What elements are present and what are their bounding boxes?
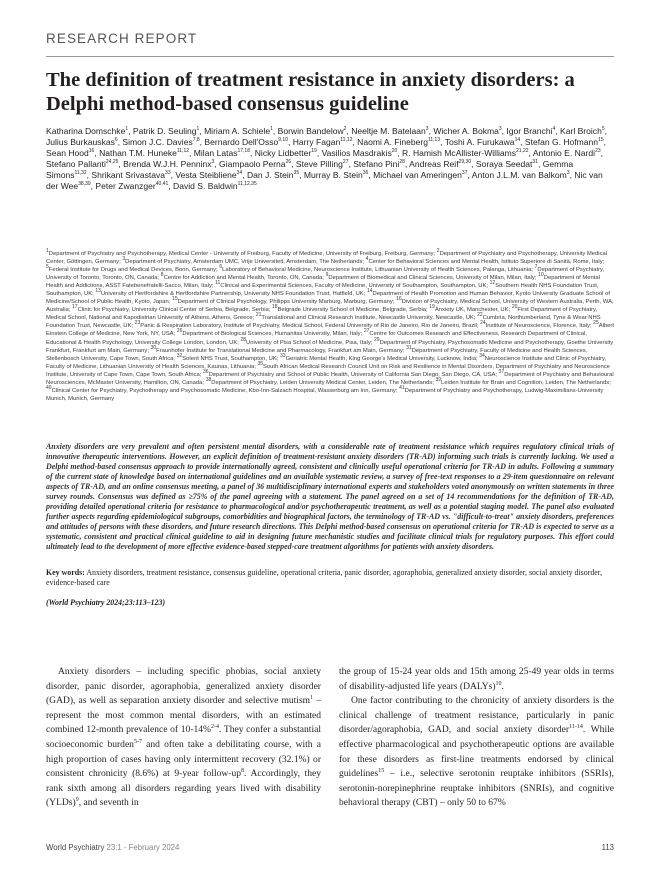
affiliation-number: 17 [72,304,78,311]
affiliation-text: Department of Biomedical and Clinical Sciences, University of Milan, Milan, Italy; [328,275,537,282]
affiliation-text: Clinical Center for Psychiatry, Psychotherapy and Psychosomatic Medicine, Kbo-Inn-Salzach Hospital, Wasserburg am Inn, Germany; [51,387,398,394]
author-name: R. Hamish McAllister-Williams [402,148,517,159]
author-affiliation-ref: 14 [514,137,521,144]
author [409,159,471,169]
affiliation-text: First Department of Psychiatry, Medical School, National and Kapodistrian University of Athens, Athens, Greece; [46,307,598,322]
affiliation [172,296,395,306]
page-number: 113 [601,843,614,852]
affiliation-text: Department of Psychiatry, Amsterdam UMC, Vrije Universiteit, Amsterdam, The Netherlands; [125,259,365,266]
affiliation-number: 11 [215,280,221,287]
affiliation-text: Department of Psychiatry and Behavioural Neurosciences, McMaster University, Hamilton, ON, Canada; [46,371,614,386]
affiliation-number: 36 [203,368,209,375]
affiliation-number: 27 [363,328,370,335]
citation-ref: 1 [310,695,314,702]
author [219,159,291,169]
author-affiliation-ref: 23 [595,148,601,155]
author-name: Sean Hood [46,148,89,159]
affiliation-text: Translational and Clinical Research Institute, Newcastle University, Newcastle, UK; [261,315,476,322]
author-name: Nathan T.M. Huneke [99,148,177,159]
author-affiliation-ref: 7,8 [192,137,200,144]
author-affiliation-ref: 3 [566,170,570,177]
abstract: Anxiety disorders are very prevalent and often persistent mental disorders, with a considerable rate of treatment resistance which requires regulatory clinical trials of innovative therapeutic interventions. However, an explicit definition of treatment-resistant anxiety disorders (TR-AD) informing such trials is currently lacking. We used a Delphi method-based consensus approach to provide internationally agreed, consistent and clinically useful operational criteria for TR-AD in adults. Following a summary of the current state of knowledge based on international guidelines and an available systematic review, a survey of free-text responses to a 29-item questionnaire on relevant aspects of TR-AD, and an online consensus meeting, a panel of 36 multidisciplinary international experts and stakeholders voted anonymously on written statements in three survey rounds. Consensus was defined as ≥75% of the panel agreeing with a statement. The panel agreed on a set of 14 recommendations for the definition of TR-AD, providing detailed operational criteria for resistance to pharmacological and/or psychotherapeutic treatment, as well as a potential staging model. The panel also evaluated further aspects regarding epidemiological subgroups, comorbidities and biographical factors, the terminology of TR-AD vs. "difficult-to-treat" anxiety disorders, preferences and attitudes of persons with these disorders, and future research directions. This Delphi method-based consensus on operational criteria for TR-AD is expected to serve as a systematic, consistent and practical clinical guideline to aid in designing future mechanistic studies and facilitate clinical trials for regulatory purposes. This effort could ultimately lead to the development of more effective evidence-based stepped-care treatment algorithms for patients with anxiety disorders. [46,442,614,552]
affiliation-text: South African Medical Research Council Unit on Risk and Resilience in Mental Disorders, Department of Psychiatry and Neuroscience Institute, University of Cape Town, Cape Town, South Africa; [46,363,610,378]
author-name: Naomi A. Fineberg [357,137,428,148]
author-affiliation-ref: 3 [211,159,215,166]
affiliation-number: 5 [46,264,49,271]
author-affiliation-ref: 36 [362,170,369,177]
affiliation-text: Clinical and Experimental Sciences, Faculty of Medicine, University of Southampton, Southampton, UK; [220,283,488,290]
author-name: Gemma Simons [46,159,574,181]
author-affiliation-ref: 4 [552,126,556,133]
author-affiliation-ref: 19 [311,148,317,155]
author-name: Brenda W.J.H. Penninx [123,159,212,170]
affiliation-text: Geriatric Mental Health, King George's Medical University, Lucknow, India; [285,355,478,362]
citation-ref: 2-4 [211,724,219,731]
affiliation-number: 7 [534,264,538,271]
affiliation-number: 4 [365,256,369,263]
affiliation-number: 31 [406,344,412,351]
affiliation-number: 21 [255,312,262,319]
author [46,159,118,169]
author-affiliation-ref: 21,22 [516,148,529,155]
affiliation [95,288,366,298]
body-column-left [46,665,321,811]
author-affiliation-ref: 40,41 [155,181,169,188]
affiliation [215,280,488,290]
author [46,126,128,136]
affiliation-text: Federal Institute for Drugs and Medical Devices, Bonn, Germany; [48,267,218,274]
affiliation-number: 30 [150,344,157,351]
author [322,148,398,158]
author-name: Murray B. Stein [303,170,363,181]
author [46,148,94,158]
author-name: Bernardo Dell'Osso [204,137,279,148]
affiliation [46,248,436,257]
author-name: Peter Zwanzger [95,181,156,192]
author-name: Katharina Domschke [46,126,126,136]
affiliation-text: Laboratory of Behavioral Medicine, Neuroscience Institute, Lithuanian University of Health Sciences, Palanga, Lithuania; [222,267,533,274]
affiliation [325,272,537,282]
affiliation-number: 13 [95,288,101,295]
author [433,126,501,136]
affiliation-text: Solent NHS Trust, Southampton, UK; [182,355,279,362]
author [476,159,538,169]
affiliation-text: Department of Psychiatry, Leiden University Medical Center, Leiden, The Netherlands; [211,379,434,386]
author-name: Shrikant Srivastava [91,170,166,181]
affiliation [160,272,324,282]
author-affiliation-ref: 37 [461,170,468,177]
author-affiliation-ref: 3 [425,126,429,133]
author-affiliation-ref: 34 [236,170,243,177]
author-affiliation-ref: 1 [270,126,273,133]
author-name: Harry Fagan [292,137,341,148]
affiliation [480,320,592,330]
body-paragraph: Anxiety disorders – including specific phobias, social anxiety disorder, panic disorder, agoraphobia, generalized anxiety disorder (GAD), as well as separation anxiety disorder and selective mutism$^1$ – represent the most common mental disorders, with an estimated combined 12-month prevalence of 10-14%$^{2-4}$. They confer a substantial socioeconomic burden$^{5-7}$ and often take a debilitating course, with a high proportion of cases having only intermittent recovery (32.1%) or consistent chronicity (8.6%) at 9-year follow-$up^8$. Accordingly, they rank sixth among all disorders regarding years lived with disability (YLDs)$^9$, and seventh in [46,666,321,809]
author-affiliation-ref: 16 [88,148,95,155]
author-name: David S. Baldwin [173,181,238,192]
author-name: Andreas Reif [409,159,459,170]
affiliation [46,264,218,274]
author [445,137,520,147]
author-name: Michael van Ameringen [373,170,462,181]
author [560,126,605,136]
citation-ref: 5-7 [133,738,142,745]
affiliation-number: 35 [257,360,264,367]
author-affiliation-ref: 5 [601,126,605,133]
author-name: Soraya Seedat [475,159,533,170]
author [351,126,428,136]
author [133,126,199,136]
affiliation-number: 38 [205,376,212,383]
author [373,170,467,180]
author-affiliation-ref: 6 [114,137,118,144]
author [194,148,250,158]
affiliation-text: Department of Clinical Psychology, Philipps University Marburg, Marburg, Germany; [177,299,395,306]
author-affiliation-ref: 20 [391,148,398,155]
affiliations [46,250,614,403]
author [353,159,405,169]
author-affiliation-ref: 35 [293,170,300,177]
keywords-text: Anxiety disorders, treatment resistance, consensus guideline, operational criteria, panic disorder, agoraphobia, generalized anxiety disorder, social anxiety disorder, evidence-based care [46,568,603,587]
affiliation-number: 28 [240,336,247,343]
affiliation-number: 22 [477,312,483,319]
author-affiliation-ref: 38,39 [78,181,91,188]
affiliation-number: 18 [272,304,278,311]
author-name: Vasilios Masdrakis [321,148,392,159]
author-affiliation-ref: 11,12 [176,148,190,155]
affiliation-text: Department of Biological Sciences, Humanitas University, Milan, Italy; [182,331,363,338]
affiliation-text: Department of Psychiatry and Psychotherapy, Ludwig-Maximilians-University Munich, Munich, Germany [46,387,604,402]
citation-ref: 15 [378,767,385,774]
author-affiliation-ref: 1 [196,126,200,133]
author-affiliation-ref: 15 [598,137,604,144]
affiliation-text: Institute of Neuroscience, Florence, Italy; [485,323,592,330]
affiliation [429,304,511,314]
author-affiliation-ref: 24,25 [105,159,119,166]
author-affiliation-ref: 29,30 [458,159,472,166]
author [204,126,273,136]
affiliation-number: 15 [172,296,178,303]
author [122,137,199,147]
affiliation-text: Department of Psychiatry and Psychotherapy, Medical Center - University of Freiburg, Faculty of Medicine, University of Freiburg, Freiburg, Germany; [48,251,436,257]
author-name: Julius Burkauskas [46,137,115,148]
author-name: Steve Pilling [295,159,343,170]
section-label: RESEARCH REPORT [46,31,198,46]
affiliation-number: 10 [538,272,544,279]
affiliation-number: 23 [134,320,141,327]
author-name: Wicher A. Bokma [433,126,499,136]
affiliation-number: 16 [396,296,402,303]
author [472,170,570,180]
affiliation-text: Cumbria, Northumberland, Tyne & Wear NHS Foundation Trust, Newcastle, UK; [46,315,601,330]
author [293,137,353,147]
affiliation-number: 39 [435,376,442,383]
body-paragraph: One factor contributing to the chronicity of anxiety disorders is the clinical challenge of treatment resistance, particularly in panic disorder/agoraphobia, GAD, and social anxiety disorder$^{11-14}$. While effective pharmacological and psychotherapeutic options are available for these disorders as first-line treatments endorsed by clinical guidelines$^{15}$ – i.e., selective serotonin reuptake inhibitors (SSRIs), serotonin-norepinephrine reuptake inhibitors (SNRIs), and cognitive behavioral therapy (CBT) – only 50 to 67% [339,695,614,809]
body-column-right [339,665,614,811]
author-name: Stefano Pini [353,159,400,170]
affiliation-number: 33 [280,352,286,359]
affiliation-number: 19 [429,304,435,311]
author-name: Nic van der Wee [46,170,603,192]
affiliation [150,344,405,354]
author [304,170,368,180]
author [247,170,299,180]
author-affiliation-ref: 9,10 [278,137,288,144]
affiliation [365,256,605,266]
author-affiliation-ref: 27 [342,159,349,166]
author [296,159,349,169]
author-name: Borwin Bandelow [277,126,344,136]
author-affiliation-ref: 31 [532,159,538,166]
author [278,126,347,136]
author-name: Igor Branchi [506,126,553,136]
affiliation-text: Clinic for Psychiatry, University Clinical Center of Serbia, Belgrade, Serbia; [77,307,271,314]
citation: (World Psychiatry 2024;23:113–123) [46,598,166,607]
affiliation-number: 34 [479,352,485,359]
author-list: Katharina Domschke$^1$, Patrik D. Seuling$^1$, Miriam A. Schiele$^1$, Borwin Bandelow$^2$, Neeltje M. Batelaan$^3$, Wicher A. Bokma$^3$, Igor Branchi$^4$, Karl Broich$^5$, Julius Burkauskas$^6$, Simon J.C. Davies$^{7,8}$, Bernardo Dell'Osso$^{9,10}$, Harry Fagan$^{11,12}$, Naomi A. Fineberg$^{11,13}$, Toshi A. Furukawa$^{14}$, Stefan G. Hofmann$^{15}$, Sean Hood$^{16}$, Nathan T.M. Huneke$^{11,12}$, Milan Latas$^{17,18}$, Nicky Lidbetter$^{19}$, Vasilios Masdrakis$^{20}$, R. Hamish McAllister-Williams$^{21,22}$, Antonio E. Nardi$^{23}$, Stefano Pallanti$^{24,25}$, Brenda W.J.H. Penninx$^3$, Giampaolo Perna$^{26}$, Steve Pilling$^{27}$, Stefano Pini$^{28}$, Andreas Reif$^{29,30}$, Soraya Seedat$^{31}$, Gemma Simons$^{11,32}$, Shrikant Srivastava$^{33}$, Vesta Steibliene$^{34}$, Dan J. Stein$^{35}$, Murray B. Stein$^{36}$, Michael van Ameringen$^{37}$, Anton J.L.M. van Balkom$^3$, Nic van der Wee$^{38,39}$, Peter Zwanzger$^{40,41}$, David S. Baldwin$^{11,12,35}$ [46,126,607,192]
affiliation [46,384,398,394]
affiliation-text: University of Pisa School of Medicine, Pisa, Italy; [246,339,373,346]
affiliation [255,312,476,322]
author-affiliation-ref: 28 [399,159,405,166]
author [506,126,555,136]
author-name: Antonio E. Nardi [532,148,596,159]
affiliation [219,264,533,274]
affiliation [176,328,363,338]
author-affiliation-ref: 17,18 [237,148,250,155]
author-affiliation-ref: 26 [285,159,292,166]
affiliation-number: 40 [46,384,52,391]
citation-ref: 10 [495,680,502,687]
affiliation-text: Centre for Addiction and Mental Health, Toronto, ON, Canada; [163,275,324,282]
author-name: Vesta Steibliene [175,170,237,181]
author-name: Stefan G. Hofmann [524,137,599,148]
affiliation-number: 41 [399,384,405,391]
affiliation-number: 3 [122,256,126,263]
author-name: Miriam A. Schiele [204,126,271,136]
affiliation-text: University of Hertfordshire & Hertfordshire Partnership, University NHS Foundation Trust, Hatfield, UK; [100,291,366,298]
author [95,181,168,191]
article-title: The definition of treatment resistance in anxiety disorders: a Delphi method-based consensus guideline [46,69,575,115]
affiliation-number: 26 [176,328,183,335]
author-name: Milan Latas [193,148,238,159]
author-name: Nicky Lidbetter [254,148,312,159]
affiliation-number: 1 [46,248,49,255]
author-affiliation-ref: 2 [343,126,347,133]
affiliation-number: 20 [511,304,518,311]
affiliation-number: 29 [374,336,380,343]
affiliation-text: Centre for Outcomes Research and Effectiveness, Research Department of Clinical, Educational & Health Psychology, University College London, London, UK; [46,331,587,346]
affiliation [272,304,428,314]
affiliation-text: Department of Psychiatry, Psychosomatic Medicine and Psychotherapy, Goethe University Frankfurt, Frankfurt am Main, Germany; [46,339,614,354]
author-name: Dan J. Stein [246,170,294,181]
affiliation-text: Panic & Respiration Laboratory, Institute of Psychiatry, Medical School, Federal University of Rio de Janeiro, Rio de Janeiro, Brazil; [140,323,479,330]
author [173,181,257,191]
affiliation-number: 25 [593,320,599,327]
affiliation-text: Fraunhofer Institute for Translational Medicine and Pharmacology, Frankfurt am Main, Germany; [156,347,405,354]
citation-ref: 11-14 [569,724,583,731]
affiliation-number: 14 [366,288,373,295]
affiliation-text: Department of Psychiatry, University of Toronto, Toronto, ON, Canada; [46,267,605,282]
journal-issue: 23:1 - February 2024 [106,843,180,852]
author [99,148,189,158]
affiliation-number: 24 [480,320,486,327]
author-affiliation-ref: 33 [165,170,171,177]
author-name: Patrik D. Seuling [132,126,197,136]
author [175,170,242,180]
author-name: Neeltje M. Batelaan [351,126,426,136]
affiliation-number: 12 [489,280,496,287]
affiliation-text: Department of Health Promotion and Human Behavior, Kyoto University Graduate School of Medicine/School of Public Health, Kyoto, Japan; [46,291,610,306]
affiliation-text: Division of Psychiatry, Medical School, University of Western Australia, Perth, WA, Australia; [46,299,614,314]
affiliation [203,368,497,378]
affiliation [240,336,373,346]
affiliation-text: Anxiety UK, Manchester, UK; [434,307,511,314]
author-affiliation-ref: 11,12,35 [237,181,257,188]
affiliation-text: Department of Mental Health and Addictions, ASST Fatebenefratelli-Sacco, Milan, Italy; [46,275,600,290]
author [123,159,214,169]
affiliation-text: Department of Psychiatry and School of Public Health, University of California San Diego, San Diego, CA, USA; [208,371,497,378]
affiliation [122,256,365,266]
author-affiliation-ref: 3 [498,126,502,133]
affiliation-text: Department of Psychiatry, Faculty of Medicine and Health Sciences, Stellenbosch University, Cape Town, South Africa; [46,347,588,362]
affiliation-text: Neuroscience Institute and Clinic of Psychiatry, Faculty of Medicine, Lithuanian University of Health Sciences, Kaunas, Lithuania; [46,355,607,370]
author-affiliation-ref: 11,13 [427,137,441,144]
author-name: Karl Broich [560,126,602,136]
author [402,148,528,158]
author-affiliation-ref: 11,32 [74,170,87,177]
citation-ref: 8 [241,767,245,774]
author [357,137,440,147]
author [255,148,317,158]
author-affiliation-ref: 1 [125,126,129,133]
author-affiliation-ref: 11,12 [340,137,353,144]
author [91,170,170,180]
keywords-label: Key words: [46,568,85,577]
affiliation [72,304,271,314]
author [525,137,604,147]
affiliation-number: 32 [176,352,183,359]
affiliation [176,352,279,362]
author-name: Giampaolo Perna [219,159,286,170]
keywords [46,568,614,588]
affiliation [435,376,611,386]
author-name: Stefano Pallanti [46,159,106,170]
affiliation-number: 2 [436,248,440,255]
affiliation-number: 9 [325,272,329,279]
header-divider [46,56,614,57]
affiliation-text: Department of Psychiatry and Psychotherapy, University Medical Center, Göttingen, Germany; [46,251,608,266]
affiliation-number: 6 [219,264,223,271]
affiliation-text: Albert Einstein College of Medicine, New York, NY, USA; [46,323,615,338]
affiliation [280,352,478,362]
affiliation [134,320,479,330]
author-name: Toshi A. Furukawa [444,137,515,148]
affiliation-text: Center for Behavioral Sciences and Mental Health, Istituto Superiore di Sanità, Rome, Italy; [368,259,605,266]
affiliation-text: Leiden Institute for Brain and Cognition, Leiden, The Netherlands; [441,379,611,386]
body-paragraph: the group of 15-24 year olds and 15th among 25-49 year olds in terms of disability-adjusted life years (DALYs)$^{10}$. [339,666,614,692]
author [204,137,288,147]
affiliation-text: Belgrade University School of Medicine, Belgrade, Serbia; [277,307,428,314]
author [533,148,601,158]
affiliation-number: 8 [160,272,164,279]
affiliation-text: Southern Health NHS Foundation Trust, Southampton, UK; [46,283,599,298]
citation-ref: 9 [75,797,79,804]
footer-journal [46,843,179,852]
author [46,137,118,147]
author-name: Anton J.L.M. van Balkom [471,170,567,181]
affiliation-number: 37 [498,368,505,375]
author-name: Simon J.C. Davies [122,137,193,148]
journal-name: World Psychiatry [46,843,105,852]
